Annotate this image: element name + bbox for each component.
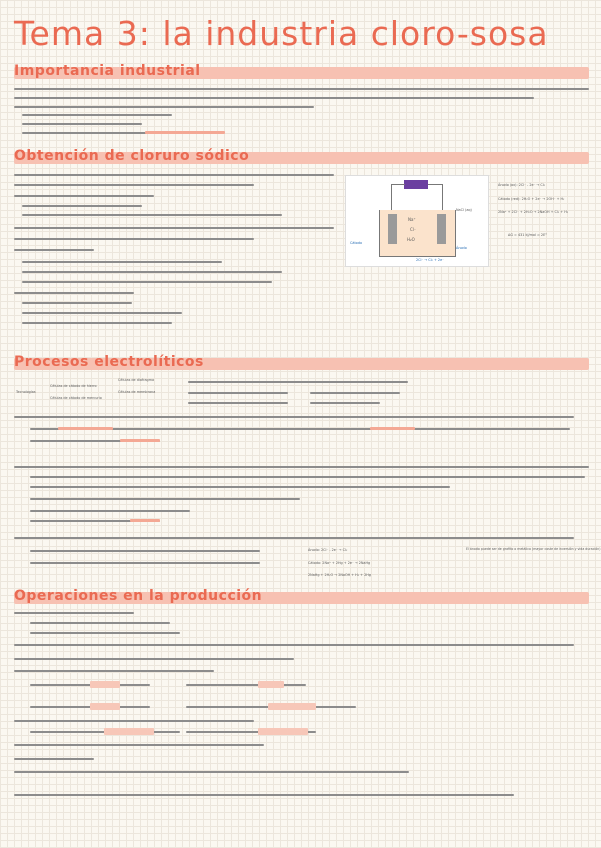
text-line [22, 214, 282, 216]
text-line [30, 486, 450, 488]
text-line [22, 302, 132, 304]
highlight [130, 519, 160, 522]
electrolysis-diagram [345, 175, 489, 267]
text-line [14, 720, 254, 722]
text-line [310, 392, 400, 394]
text-line [14, 670, 214, 672]
battery-icon [404, 180, 428, 189]
formula-box [258, 681, 284, 688]
text-line [30, 550, 260, 552]
text-line [14, 195, 154, 197]
mercurio-r1: Ánodo: 2Cl⁻ - 2e⁻ → Cl₂ [308, 548, 348, 552]
text-line [14, 227, 334, 229]
text-line [310, 402, 380, 404]
formula-box [268, 703, 316, 710]
text-line [14, 466, 589, 468]
tecnologia-sub: Células de membrana [118, 390, 156, 394]
text-line [14, 794, 514, 796]
species-h2o: H₂O [407, 237, 415, 242]
text-line [14, 292, 134, 294]
section-title-procesos: Procesos electrolíticos [14, 354, 204, 370]
anode-label: Ánodo [456, 246, 467, 250]
text-line [14, 612, 134, 614]
text-line [22, 322, 172, 324]
tecnologia-item: Células de cátodo de hierro [50, 384, 97, 388]
text-line [30, 632, 180, 634]
text-line [14, 97, 534, 99]
tecnologia-item: Células de cátodo de mercurio [50, 396, 102, 400]
text-line [14, 744, 264, 746]
formula-box [90, 703, 120, 710]
tecnologias-label: Tecnologías [16, 390, 36, 394]
text-line [30, 510, 190, 512]
cathode-label: Cátodo [350, 241, 363, 245]
text-line [14, 249, 94, 251]
section-title-obtencion: Obtención de cloruro sódico [14, 148, 250, 164]
cathode-electrode [388, 214, 397, 244]
text-line [30, 622, 170, 624]
text-line [14, 644, 574, 646]
text-line [188, 402, 288, 404]
text-line [14, 658, 294, 660]
electrolysis-tank [379, 210, 456, 257]
formula-box [258, 728, 308, 735]
text-line [22, 271, 282, 273]
formula-box [90, 681, 120, 688]
text-line [22, 281, 272, 283]
page-title: Tema 3: la industria cloro-sosa [14, 14, 549, 53]
text-line [188, 381, 408, 383]
text-line [22, 261, 222, 263]
reaction-dg: ΔG = 431 kJ/mol ≈ 2E° [508, 233, 547, 237]
text-line [22, 205, 142, 207]
reaction-anodo: Ánodo (ox): 2Cl⁻ - 2e⁻ → Cl₂ [498, 183, 546, 187]
text-line [14, 106, 314, 108]
text-line [22, 114, 172, 116]
reaction-catodo: Cátodo (red): 2H₂O + 2e⁻ → 2OH⁻ + H₂ [498, 197, 565, 201]
section-title-operaciones: Operaciones en la producción [14, 588, 263, 604]
text-line [14, 758, 94, 760]
formula-box [104, 728, 154, 735]
solution-label: NaCl (aq) [456, 208, 472, 212]
highlight [58, 427, 113, 430]
text-line [14, 416, 574, 418]
reaction-total: 2Na⁺ + 2Cl⁻ + 2H₂O → 2NaOH + Cl₂ + H₂ [498, 210, 569, 214]
text-line [30, 562, 260, 564]
mercurio-note: El ánodo puede ser de grafito o metálico (mayor coste de inversión y vida duración) [466, 547, 601, 551]
species-cl: Cl⁻ [410, 227, 417, 232]
mercurio-r2: Cátodo: 2Na⁺ + 2Hg + 2e⁻ → 2NaHg [308, 561, 371, 565]
section-title-importancia: Importancia industrial [14, 63, 201, 79]
text-line [22, 123, 142, 125]
highlight [120, 439, 160, 442]
tecnologia-sub: Células de diafragma [118, 378, 155, 382]
text-line [188, 392, 288, 394]
electron-label: 2Cl⁻ → Cl₂ + 2e⁻ [416, 258, 444, 262]
mercurio-r3: 2NaHg + 2H₂O → 2NaOH + H₂ + 2Hg [308, 573, 371, 577]
text-line [30, 498, 300, 500]
species-na: Na⁺ [408, 217, 416, 222]
text-line [14, 174, 334, 176]
text-line [14, 771, 409, 773]
text-line [14, 238, 254, 240]
highlight [370, 427, 415, 430]
text-line [22, 312, 182, 314]
text-line [14, 537, 574, 539]
text-line [30, 476, 585, 478]
text-line [14, 88, 589, 90]
highlight [145, 131, 225, 134]
anode-electrode [437, 214, 446, 244]
text-line [14, 184, 254, 186]
text-line [186, 684, 306, 686]
